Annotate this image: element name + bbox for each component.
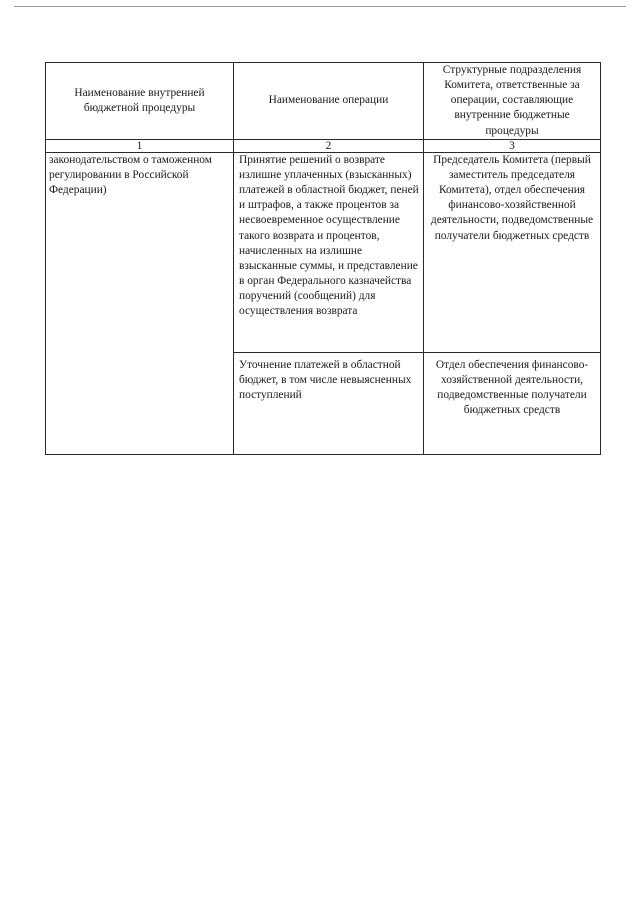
column-number-row (46, 139, 601, 152)
header-responsible-units: Структурные подразделения Комитета, ответственные за операции, составляющие внутренние бюджетные процедуры (424, 63, 601, 140)
procedure-name-cell: законодательством о таможенном регулировании в Российской Федерации) (46, 152, 234, 454)
procedures-table (45, 62, 601, 455)
responsible-cell: Председатель Комитета (первый заместитель председателя Комитета), отдел обеспечения финансово-хозяйственной деятельности, подведомственные получатели бюджетных средств (424, 152, 601, 352)
page-top-rule (14, 6, 626, 7)
table-row (46, 152, 601, 352)
header-row (46, 63, 601, 140)
operation-cell: Уточнение платежей в областной бюджет, в том числе невыясненных поступлений (234, 352, 424, 454)
header-operation-name: Наименование операции (234, 63, 424, 140)
operation-cell: Принятие решений о возврате излишне уплаченных (взысканных) платежей в областной бюджет, пеней и штрафов, а также процентов за несвоевременное осуществление такого возврата и процентов, начисленных на излишне взысканные суммы, и представление в орган Федерального казначейства поручений (сообщений) для осуществления возврата (234, 152, 424, 352)
column-number-1: 1 (46, 139, 234, 152)
column-number-2: 2 (234, 139, 424, 152)
column-number-3: 3 (424, 139, 601, 152)
responsible-cell: Отдел обеспечения финансово-хозяйственной деятельности, подведомственные получатели бюджетных средств (424, 352, 601, 454)
header-procedure-name: Наименование внутренней бюджетной процедуры (46, 63, 234, 140)
